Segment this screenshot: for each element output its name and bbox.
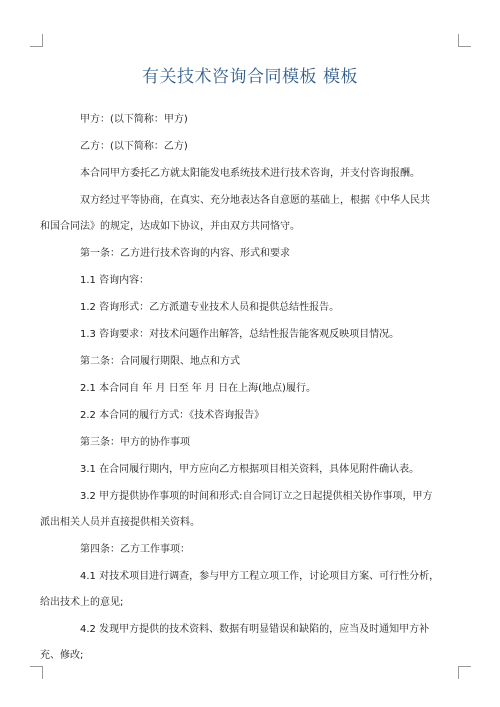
paragraph-line: 充、修改; — [40, 650, 84, 661]
paragraph-party-b: 乙方：(以下简称：乙方) — [80, 141, 188, 152]
paragraph-agreement — [40, 188, 450, 240]
paragraph-party-a: 甲方：(以下简称：甲方) — [80, 114, 188, 125]
crop-mark-top-left — [30, 34, 43, 47]
clause-2-1: 2.1 本合同自 年 月 日至 年 月 日在上海(地点)履行。 — [80, 383, 316, 394]
paragraph-line: 和国合同法》的规定，达成如下协议，并由双方共同恪守。 — [40, 221, 300, 232]
paragraph-line: 4.2 发现甲方提供的技术资料、数据有明显错误和缺陷的，应当及时通知甲方补 — [80, 624, 430, 635]
paragraph-line: 给出技术上的意见; — [40, 597, 124, 608]
document-body — [40, 113, 450, 676]
clause-4-2 — [40, 617, 450, 669]
article-1-heading: 第一条：乙方进行技术咨询的内容、形式和要求 — [80, 248, 290, 259]
paragraph-line: 4.1 对技术项目进行调查，参与甲方工程立项工作，讨论项目方案、可行性分析， — [80, 571, 440, 582]
clause-3-2 — [40, 484, 450, 536]
clause-3-1: 3.1 在合同履行期内，甲方应向乙方根据项目相关资料，具体见附件确认表。 — [80, 464, 420, 475]
clause-2-2: 2.2 本合同的履行方式：《技术咨询报告》 — [80, 410, 265, 421]
paragraph-line: 双方经过平等协商，在真实、充分地表达各自意愿的基础上，根据《中华人民共 — [80, 195, 430, 206]
paragraph-line: 3.2 甲方提供协作事项的时间和形式:自合同订立之日起提供相关协作事项，甲方 — [80, 491, 433, 502]
article-4-heading: 第四条：乙方工作事项： — [80, 544, 190, 555]
article-2-heading: 第二条：合同履行期限、地点和方式 — [80, 356, 240, 367]
document-title: 有关技术咨询合同模板 模板 — [142, 67, 358, 87]
clause-1-1: 1.1 咨询内容： — [80, 275, 150, 286]
crop-mark-top-right — [458, 34, 471, 47]
paragraph-line: 派出相关人员并直接提供相关资料。 — [40, 517, 200, 528]
article-3-heading: 第三条：甲方的协作事项 — [80, 437, 190, 448]
clause-4-1 — [40, 564, 450, 616]
paragraph-intro: 本合同甲方委托乙方就太阳能发电系统技术进行技术咨询，并支付咨询报酬。 — [80, 168, 420, 179]
clause-1-2: 1.2 咨询形式：乙方派遣专业技术人员和提供总结性报告。 — [80, 302, 340, 313]
clause-1-3: 1.3 咨询要求：对技术问题作出解答，总结性报告能客观反映项目情况。 — [80, 329, 400, 340]
crop-mark-bottom-right — [458, 666, 471, 679]
